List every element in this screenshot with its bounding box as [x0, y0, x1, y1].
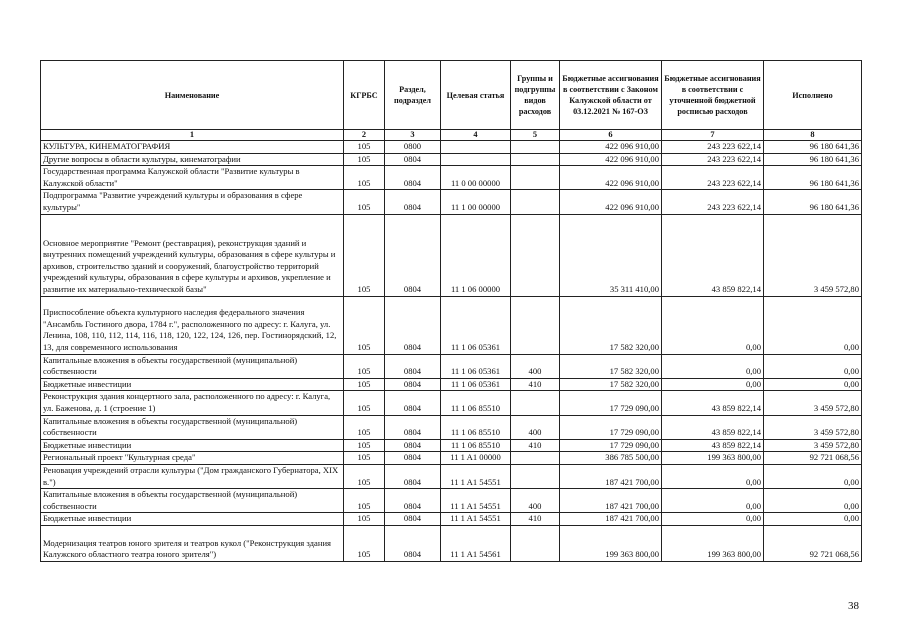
cell-razdel: 0804	[385, 296, 441, 354]
cell-target: 11 1 A1 00000	[441, 452, 511, 465]
cell-law-allocation: 187 421 700,00	[560, 464, 662, 488]
cell-law-allocation: 422 096 910,00	[560, 141, 662, 154]
cell-target: 11 1 00 00000	[441, 190, 511, 214]
cell-name: Приспособление объекта культурного наследия федерального значения "Ансамбль Гостиного двора, 1784 г.", расположенного по адресу: г. Калуга, ул. Ленина, 108, 110, 112, 114, 116, 118, 120, 122, 124, 126, пер. Гостинорядский, 12, 13, для современного использования	[41, 296, 344, 354]
cell-plan-allocation: 0,00	[662, 354, 764, 378]
cell-executed: 96 180 641,36	[764, 190, 862, 214]
cell-razdel: 0804	[385, 489, 441, 513]
cell-law-allocation: 17 729 090,00	[560, 415, 662, 439]
table-row	[41, 439, 862, 452]
cell-plan-allocation: 0,00	[662, 378, 764, 391]
cell-plan-allocation: 243 223 622,14	[662, 153, 764, 166]
cell-expense-group	[511, 525, 560, 561]
header-row	[41, 61, 862, 130]
cell-executed: 3 459 572,80	[764, 214, 862, 296]
cell-law-allocation: 422 096 910,00	[560, 166, 662, 190]
table-row	[41, 464, 862, 488]
cell-name: Капитальные вложения в объекты государственной (муниципальной) собственности	[41, 354, 344, 378]
cell-kgrbs: 105	[344, 391, 385, 415]
cell-law-allocation: 17 729 090,00	[560, 439, 662, 452]
cell-law-allocation: 17 582 320,00	[560, 378, 662, 391]
cell-razdel: 0804	[385, 214, 441, 296]
col-num: 6	[560, 130, 662, 141]
cell-expense-group: 410	[511, 513, 560, 526]
page-number: 38	[848, 600, 859, 612]
cell-plan-allocation: 199 363 800,00	[662, 452, 764, 465]
cell-kgrbs: 105	[344, 513, 385, 526]
header-target: Целевая статья	[441, 61, 511, 130]
cell-kgrbs: 105	[344, 214, 385, 296]
cell-expense-group	[511, 153, 560, 166]
cell-kgrbs: 105	[344, 296, 385, 354]
col-num: 4	[441, 130, 511, 141]
cell-name: Модернизация театров юного зрителя и театров кукол ("Реконструкция здания Калужского областного театра юного зрителя")	[41, 525, 344, 561]
cell-kgrbs: 105	[344, 166, 385, 190]
cell-kgrbs: 105	[344, 452, 385, 465]
col-num: 1	[41, 130, 344, 141]
cell-executed: 0,00	[764, 489, 862, 513]
cell-kgrbs: 105	[344, 354, 385, 378]
cell-plan-allocation: 43 859 822,14	[662, 391, 764, 415]
cell-expense-group: 410	[511, 439, 560, 452]
cell-expense-group	[511, 391, 560, 415]
header-plan-allocation: Бюджетные ассигнования в соответствии с уточненной бюджетной росписью расходов	[662, 61, 764, 130]
cell-expense-group	[511, 296, 560, 354]
cell-name: Реновация учреждений отрасли культуры ("Дом гражданского Губернатора, XIX в.")	[41, 464, 344, 488]
table-row	[41, 452, 862, 465]
cell-kgrbs: 105	[344, 153, 385, 166]
header-razdel: Раздел, подраздел	[385, 61, 441, 130]
cell-name: Региональный проект "Культурная среда"	[41, 452, 344, 465]
cell-expense-group	[511, 166, 560, 190]
cell-expense-group	[511, 141, 560, 154]
cell-razdel: 0804	[385, 166, 441, 190]
cell-executed: 0,00	[764, 513, 862, 526]
cell-plan-allocation: 43 859 822,14	[662, 214, 764, 296]
cell-law-allocation: 187 421 700,00	[560, 489, 662, 513]
cell-law-allocation: 187 421 700,00	[560, 513, 662, 526]
cell-executed: 96 180 641,36	[764, 153, 862, 166]
cell-name: Реконструкция здания концертного зала, расположенного по адресу: г. Калуга, ул. Баженова, д. 1 (строение 1)	[41, 391, 344, 415]
cell-executed: 92 721 068,56	[764, 525, 862, 561]
cell-name: Бюджетные инвестиции	[41, 378, 344, 391]
cell-executed: 3 459 572,80	[764, 391, 862, 415]
header-executed: Исполнено	[764, 61, 862, 130]
cell-law-allocation: 17 582 320,00	[560, 354, 662, 378]
cell-target: 11 1 A1 54551	[441, 489, 511, 513]
cell-law-allocation: 17 729 090,00	[560, 391, 662, 415]
cell-name: Подпрограмма "Развитие учреждений культуры и образования в сфере культуры"	[41, 190, 344, 214]
cell-kgrbs: 105	[344, 439, 385, 452]
cell-razdel: 0800	[385, 141, 441, 154]
cell-name: Другие вопросы в области культуры, кинематографии	[41, 153, 344, 166]
table-row	[41, 190, 862, 214]
cell-kgrbs: 105	[344, 378, 385, 391]
cell-target: 11 1 06 05361	[441, 296, 511, 354]
cell-name: Бюджетные инвестиции	[41, 513, 344, 526]
cell-executed: 96 180 641,36	[764, 141, 862, 154]
cell-expense-group: 400	[511, 489, 560, 513]
cell-name: Основное мероприятие "Ремонт (реставрация), реконструкция зданий и внутренних помещений учреждений культуры, образования в сфере культуры и архивов, строительство зданий и сооружений, благоустройство территорий учреждений культуры, образования в сфере культуры и архивов, укрепление и развитие их материально-технической базы"	[41, 214, 344, 296]
column-number-row	[41, 130, 862, 141]
cell-plan-allocation: 243 223 622,14	[662, 190, 764, 214]
cell-kgrbs: 105	[344, 525, 385, 561]
table-row	[41, 296, 862, 354]
cell-expense-group: 400	[511, 354, 560, 378]
cell-plan-allocation: 43 859 822,14	[662, 415, 764, 439]
cell-name: КУЛЬТУРА, КИНЕМАТОГРАФИЯ	[41, 141, 344, 154]
cell-kgrbs: 105	[344, 489, 385, 513]
cell-razdel: 0804	[385, 452, 441, 465]
cell-target: 11 1 A1 54551	[441, 513, 511, 526]
cell-plan-allocation: 243 223 622,14	[662, 141, 764, 154]
table-row	[41, 525, 862, 561]
cell-kgrbs: 105	[344, 415, 385, 439]
cell-target: 11 1 06 00000	[441, 214, 511, 296]
cell-expense-group: 400	[511, 415, 560, 439]
table-row	[41, 513, 862, 526]
cell-plan-allocation: 0,00	[662, 489, 764, 513]
table-row	[41, 391, 862, 415]
cell-executed: 3 459 572,80	[764, 439, 862, 452]
table-row	[41, 415, 862, 439]
cell-target	[441, 141, 511, 154]
cell-target: 11 1 06 85510	[441, 415, 511, 439]
table-row	[41, 354, 862, 378]
cell-razdel: 0804	[385, 439, 441, 452]
cell-plan-allocation: 0,00	[662, 513, 764, 526]
cell-target	[441, 153, 511, 166]
cell-razdel: 0804	[385, 513, 441, 526]
col-num: 8	[764, 130, 862, 141]
table-body	[41, 141, 862, 562]
cell-law-allocation: 422 096 910,00	[560, 190, 662, 214]
cell-law-allocation: 422 096 910,00	[560, 153, 662, 166]
col-num: 2	[344, 130, 385, 141]
header-expense-group: Группы и подгруппы видов расходов	[511, 61, 560, 130]
cell-executed: 0,00	[764, 354, 862, 378]
cell-executed: 0,00	[764, 464, 862, 488]
cell-expense-group	[511, 452, 560, 465]
cell-kgrbs: 105	[344, 190, 385, 214]
cell-expense-group	[511, 214, 560, 296]
col-num: 7	[662, 130, 764, 141]
cell-expense-group	[511, 190, 560, 214]
cell-target: 11 1 06 85510	[441, 439, 511, 452]
header-name: Наименование	[41, 61, 344, 130]
cell-plan-allocation: 43 859 822,14	[662, 439, 764, 452]
cell-law-allocation: 35 311 410,00	[560, 214, 662, 296]
cell-kgrbs: 105	[344, 141, 385, 154]
cell-razdel: 0804	[385, 391, 441, 415]
cell-name: Бюджетные инвестиции	[41, 439, 344, 452]
col-num: 5	[511, 130, 560, 141]
cell-law-allocation: 386 785 500,00	[560, 452, 662, 465]
cell-target: 11 1 06 05361	[441, 378, 511, 391]
cell-razdel: 0804	[385, 464, 441, 488]
cell-razdel: 0804	[385, 153, 441, 166]
col-num: 3	[385, 130, 441, 141]
cell-name: Капитальные вложения в объекты государственной (муниципальной) собственности	[41, 415, 344, 439]
table-row	[41, 141, 862, 154]
cell-kgrbs: 105	[344, 464, 385, 488]
cell-expense-group	[511, 464, 560, 488]
table-row	[41, 378, 862, 391]
table-row	[41, 166, 862, 190]
cell-plan-allocation: 0,00	[662, 296, 764, 354]
cell-name: Капитальные вложения в объекты государственной (муниципальной) собственности	[41, 489, 344, 513]
cell-plan-allocation: 243 223 622,14	[662, 166, 764, 190]
cell-target: 11 0 00 00000	[441, 166, 511, 190]
cell-target: 11 1 A1 54561	[441, 525, 511, 561]
cell-law-allocation: 199 363 800,00	[560, 525, 662, 561]
header-kgrbs: КГРБС	[344, 61, 385, 130]
header-law-allocation: Бюджетные ассигнования в соответствии с Законом Калужской области от 03.12.2021 № 167-ОЗ	[560, 61, 662, 130]
cell-target: 11 1 A1 54551	[441, 464, 511, 488]
cell-target: 11 1 06 85510	[441, 391, 511, 415]
cell-executed: 0,00	[764, 296, 862, 354]
cell-name: Государственная программа Калужской области "Развитие культуры в Калужской области"	[41, 166, 344, 190]
cell-razdel: 0804	[385, 378, 441, 391]
cell-executed: 92 721 068,56	[764, 452, 862, 465]
table-row	[41, 489, 862, 513]
cell-plan-allocation: 199 363 800,00	[662, 525, 764, 561]
cell-target: 11 1 06 05361	[441, 354, 511, 378]
cell-razdel: 0804	[385, 354, 441, 378]
table-row	[41, 214, 862, 296]
cell-law-allocation: 17 582 320,00	[560, 296, 662, 354]
cell-executed: 3 459 572,80	[764, 415, 862, 439]
cell-razdel: 0804	[385, 415, 441, 439]
cell-expense-group: 410	[511, 378, 560, 391]
budget-table	[40, 60, 862, 562]
cell-razdel: 0804	[385, 190, 441, 214]
cell-razdel: 0804	[385, 525, 441, 561]
cell-executed: 96 180 641,36	[764, 166, 862, 190]
cell-executed: 0,00	[764, 378, 862, 391]
table-row	[41, 153, 862, 166]
cell-plan-allocation: 0,00	[662, 464, 764, 488]
